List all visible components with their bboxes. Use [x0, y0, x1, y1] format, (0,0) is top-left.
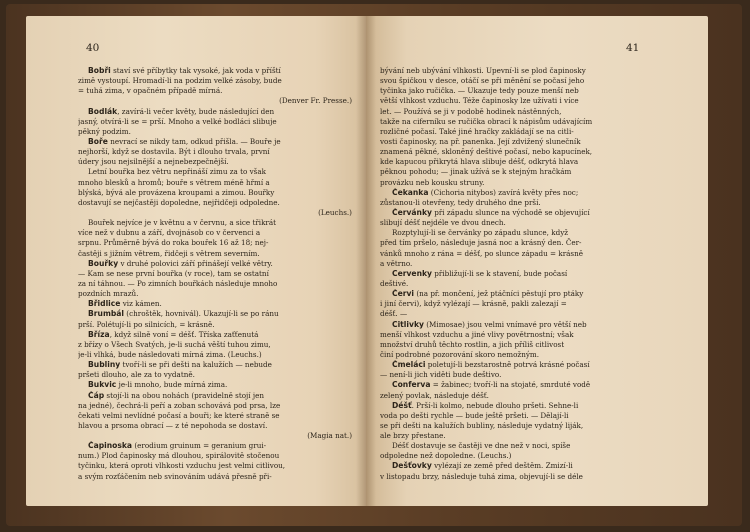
entry-headword: Čáp	[88, 390, 105, 400]
line-text: větší vlhkost vzduchu. Téže čapinosky lze užívati i více	[380, 96, 579, 106]
text-line	[78, 411, 358, 421]
line-text: slibují déšť nejdéle ve dvou dnech.	[380, 218, 506, 228]
line-text: i jiní červi), když vylézají — krásně, pakli zalezají =	[380, 299, 567, 309]
text-line	[380, 228, 672, 238]
entry-headword: Déšť	[392, 400, 412, 410]
line-text: — Kam se nese první bouřka (v roce), tam se ostatní	[78, 268, 269, 278]
line-text: přibližují-li se k stavení, bude počasí	[431, 268, 568, 278]
text-line	[380, 218, 672, 228]
line-text: . Prší-li kolmo, nebude dlouho pršeti. Sehne-li	[411, 400, 579, 410]
text-line	[78, 360, 358, 370]
line-text: Rozptylují-li se červánky po západu slunce, když	[392, 228, 569, 238]
text-line	[78, 127, 358, 137]
line-text: více než v dubnu a září, dvojnásob co v červenci a	[78, 228, 261, 238]
text-line	[78, 167, 358, 177]
text-line	[380, 441, 672, 451]
line-text: rozličné počasí. Také jiné hračky zakládají se na citli-	[380, 126, 574, 136]
text-line	[78, 198, 358, 208]
text-line	[78, 86, 358, 96]
line-text: let. — Používá se ji v podobě hodinek nástěnných,	[380, 106, 562, 116]
text-line	[380, 96, 672, 106]
text-line	[78, 431, 358, 441]
text-line	[380, 107, 672, 117]
text-line	[380, 461, 672, 471]
entry-headword: Červi	[392, 289, 415, 299]
entry-headword: Brumbál	[88, 309, 125, 319]
text-line	[78, 117, 358, 127]
line-text: (Magia nat.)	[307, 431, 352, 441]
line-text: , když silně voní = déšť. Tříska zaťťenutá	[109, 329, 259, 339]
right-page	[366, 16, 708, 506]
line-text: num.) Plod čapinosky má dlouhou, spirálovitě stočenou	[78, 451, 280, 461]
line-text: na jedné), čechrá-li peří a zoban schovává pod prsa, lze	[78, 400, 281, 410]
left-page	[26, 16, 366, 506]
line-text: v druhé polovici září přinášejí velké větry.	[118, 258, 273, 268]
line-text: a větrno.	[380, 258, 413, 268]
line-text: Déšť dostavuje se častěji ve dne než v noci, spíše	[392, 441, 571, 451]
line-text: tyčinka jako ručička. — Ukazuje tedy pouze menší neb	[380, 86, 579, 96]
text-line	[78, 178, 358, 188]
entry-headword: Bukvic	[88, 380, 117, 390]
line-text: déšť. —	[380, 309, 408, 319]
text-line	[380, 309, 672, 319]
line-text: viz kámen.	[120, 299, 162, 309]
line-text: tvoří-li se při dešti na kalužích — nebude	[120, 360, 272, 370]
entry-headword: Čekanka	[392, 187, 429, 197]
text-line	[380, 391, 672, 401]
text-line	[78, 188, 358, 198]
text-line	[78, 309, 358, 319]
left-page-text	[78, 66, 358, 482]
text-line	[380, 411, 672, 421]
text-line	[78, 370, 358, 380]
entry-headword: Bříza	[88, 329, 110, 339]
line-text: při západu slunce na východě se objevující	[431, 207, 590, 217]
line-text: , zavírá-li večer květy, bude následující den	[117, 106, 275, 116]
text-line	[78, 401, 358, 411]
line-text: staví své příbytky tak vysoké, jak voda v příští	[110, 66, 281, 75]
line-text: znamená pěkné, skloněný deštivé počasí, nebo kapucínek,	[380, 147, 593, 157]
text-line	[78, 228, 358, 238]
line-text: menší vlhkost vzduchu a jiné vlivy povětrnostní; však	[380, 329, 574, 339]
line-text: deštivé.	[380, 278, 409, 288]
line-text: vosti čapinosky, na př. panenka. Její zdvižený slunečník	[380, 136, 581, 146]
line-text: pěkný podzim.	[78, 126, 131, 136]
entry-headword: Bobři	[88, 66, 111, 75]
line-text: tyčinku, která oproti vlhkosti vzduchu jest velmi citlivou,	[78, 461, 286, 471]
text-line	[78, 441, 358, 451]
entry-headword: Citlivky	[392, 319, 424, 329]
line-text: = tuhá zima, v opačném případě mírná.	[78, 86, 223, 96]
line-text: (Cichoria nitybos) zavírá květy přes noc;	[428, 187, 579, 197]
text-line	[78, 461, 358, 471]
entry-headword: Bodlák	[88, 106, 118, 116]
line-text: poletují-li bezstarostně potrvá krásné počasí	[425, 360, 590, 370]
text-line	[380, 238, 672, 248]
text-line	[380, 178, 672, 188]
line-text: (Denver Fr. Presse.)	[279, 96, 352, 106]
line-text: vánků mnoho z rána = déšť, po slunce západu = krásně	[380, 248, 584, 258]
page-number-left: 40	[86, 42, 100, 54]
line-text: činí podrobné pozorování skoro nemožným.	[380, 349, 539, 359]
line-text: (chroštěk, hovnivál). Ukazují-li se po ránu	[124, 309, 279, 319]
text-line	[380, 208, 672, 218]
text-line	[380, 66, 672, 76]
line-text: údery jsou nejsilnější a nejnebezpečnější.	[78, 157, 229, 167]
entry-headword: Čmeláci	[392, 360, 426, 370]
text-line	[380, 167, 672, 177]
text-line	[78, 107, 358, 117]
line-text: Bouřek nejvíce je v květnu a v červnu, a sice třikrát	[88, 218, 277, 228]
text-line	[78, 218, 358, 228]
text-line	[380, 350, 672, 360]
text-line	[78, 249, 358, 259]
text-line	[78, 238, 358, 248]
line-text: jasný, otvírá-li se = prší. Mnoho a velké bodláci slibuje	[78, 116, 277, 126]
text-line	[380, 269, 672, 279]
text-line	[78, 451, 358, 461]
text-line	[380, 360, 672, 370]
text-line	[380, 299, 672, 309]
text-line	[380, 340, 672, 350]
line-text: množství druhů těchto rostlin, a jich příliš citlivost	[380, 339, 565, 349]
text-line	[78, 340, 358, 350]
text-line	[380, 401, 672, 411]
text-line	[78, 380, 358, 390]
line-text: čekati velmi nevlídné počasí a bouři; ke které straně se	[78, 410, 280, 420]
text-line	[78, 259, 358, 269]
entry-headword: Čapinoska	[88, 441, 133, 451]
text-line	[380, 249, 672, 259]
text-line	[380, 421, 672, 431]
line-text: je-li vlhká, bude následovati mírná zima. (Leuchs.)	[78, 349, 262, 359]
text-line	[380, 380, 672, 390]
line-text: = žabinec; tvoří-li na stojaté, smrduté vodě	[430, 380, 591, 390]
line-text: (Leuchs.)	[318, 207, 352, 217]
line-text: hlavou a prsoma obrací — z té nepohoda se dostaví.	[78, 420, 268, 430]
line-text: odpoledne než dopoledne. (Leuchs.)	[380, 451, 512, 461]
text-line	[380, 147, 672, 157]
text-line	[380, 472, 672, 482]
text-line	[380, 157, 672, 167]
entry-headword: Bouřky	[88, 258, 119, 268]
line-text: ale brzy přestane.	[380, 431, 446, 441]
line-text: — není-li jich viděti bude deštivo.	[380, 370, 502, 380]
line-text: svou špičkou v desce, otáčí se při měnění se počasí jeho	[380, 76, 585, 86]
text-line	[78, 96, 358, 106]
text-line	[78, 137, 358, 147]
line-text: častěji s jižním větrem, řidčeji s větrem severním.	[78, 248, 260, 258]
text-line	[78, 350, 358, 360]
text-line	[78, 279, 358, 289]
text-line	[78, 421, 358, 431]
text-line	[380, 451, 672, 461]
text-line	[380, 76, 672, 86]
text-line	[380, 431, 672, 441]
text-line	[78, 330, 358, 340]
text-line	[78, 269, 358, 279]
text-line	[380, 320, 672, 330]
entry-headword: Cervenky	[392, 268, 432, 278]
text-line	[380, 127, 672, 137]
line-text: kde kapucou přikrytá hlava slibuje déšť, odkrytá hlava	[380, 157, 579, 167]
line-text: pěknou pohodu; — jinak užívá se k stejným hračkám	[380, 167, 572, 177]
text-line	[380, 117, 672, 127]
line-text: (na př. mončení, jež ptáčníci pěstují pro ptáky	[414, 289, 584, 299]
line-text: se při dešti na kalužích bubliny, následuje vydatný liják,	[380, 420, 584, 430]
text-line	[78, 147, 358, 157]
text-line	[78, 76, 358, 86]
text-line	[380, 137, 672, 147]
right-page-text	[380, 66, 672, 482]
line-text: nejhorší, když se dostavila. Být i dlouho trvala, první	[78, 147, 270, 157]
line-text: zelený povlak, následuje déšť.	[380, 390, 489, 400]
page-number-right: 41	[626, 42, 640, 54]
text-line	[78, 66, 358, 76]
text-line	[380, 370, 672, 380]
entry-headword: Břidlice	[88, 299, 121, 309]
line-text: vylézají ze země před deštěm. Zmizí-li	[431, 461, 573, 471]
text-line	[78, 289, 358, 299]
text-line	[78, 472, 358, 482]
line-text: mnoho blesků a hromů; bouře s větrem méně hřmí a	[78, 177, 270, 187]
text-line	[380, 330, 672, 340]
line-text: zůstanou-li otevřeny, tedy druhého dne prší.	[380, 197, 541, 207]
line-text: je-li mnoho, bude mírná zima.	[116, 380, 228, 390]
line-text: pozdních mrazů.	[78, 289, 139, 299]
text-line	[78, 299, 358, 309]
line-text: blýská, bývá ale provázena kroupami a zimou. Bouřky	[78, 187, 275, 197]
entry-headword: Červánky	[392, 207, 432, 217]
line-text: prší. Polétují-li po silnicích, = krásně.	[78, 319, 215, 329]
line-text: Letní bouřka bez větru nepřináší zimu za to však	[88, 167, 266, 177]
line-text: nevrací se nikdy tam, odkud přišla. — Bouře je	[107, 136, 281, 146]
line-text: srpnu. Průměrně bývá do roka bouřek 16 až 18; nej-	[78, 238, 269, 248]
line-text: (Mimosae) jsou velmi vnímavé pro větší neb	[423, 319, 587, 329]
text-line	[380, 279, 672, 289]
text-line	[78, 320, 358, 330]
text-line	[380, 259, 672, 269]
text-line	[78, 208, 358, 218]
line-text: bývání neb ubývání vlhkosti. Upevní-li se plod čapinosky	[380, 66, 586, 75]
line-text: dostavují se nejčastěji dopoledne, nejřidčeji odpoledne.	[78, 197, 280, 207]
line-text: z břízy o Všech Svatých, je-li suchá věští tuhou zimu,	[78, 339, 271, 349]
line-text: stojí-li na obou nohách (pravidelně stojí jen	[104, 390, 264, 400]
entry-headword: Conferva	[392, 380, 431, 390]
line-text: zimě vystoupí. Hromadí-li na podzim velké zásoby, bude	[78, 76, 282, 86]
line-text: provázku neb kousku struny.	[380, 177, 485, 187]
entry-headword: Dešťovky	[392, 461, 432, 471]
book-gutter	[356, 16, 376, 506]
text-line	[380, 188, 672, 198]
entry-headword: Bubliny	[88, 360, 121, 370]
text-line	[380, 289, 672, 299]
text-line	[78, 391, 358, 401]
line-text: voda po dešti rychle — bude ještě pršeti. — Dělají-li	[380, 410, 569, 420]
line-text: takže na ciferníku se ručička obrací k nápisům udávajícím	[380, 116, 593, 126]
line-text: v listopadu brzy, následuje tuhá zima, objevují-li se déle	[380, 471, 583, 481]
line-text: (erodium gruinum = geranium grui-	[132, 441, 267, 451]
line-text: pršeti dlouho, ale za to vydatně.	[78, 370, 195, 380]
text-line	[380, 86, 672, 96]
line-text: za ní táhnou. — Po zimních bouřkách následuje mnoho	[78, 278, 278, 288]
line-text: a svým rozťáčením neb svinováním udává přesně při-	[78, 471, 272, 481]
line-text: před tím pršelo, následuje jasná noc a krásný den. Čer-	[380, 238, 582, 248]
text-line	[78, 157, 358, 167]
entry-headword: Boře	[88, 136, 108, 146]
text-line	[380, 198, 672, 208]
